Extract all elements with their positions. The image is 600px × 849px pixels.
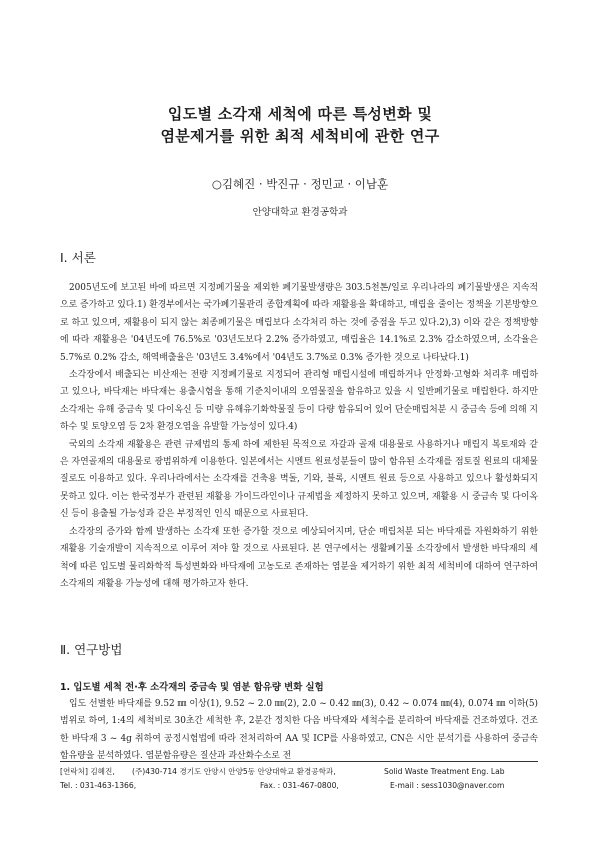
methods-paragraph: 입도 선별한 바닥재를 9.52 ㎜ 이상(1), 9.52 ~ 2.0 ㎜(2), 2.0 ~ 0.42 ㎜(3), 0.42 ~ 0.074 ㎜(4), 0.074 ㎜ 이하(5) 범위로 하여, 1:4의 세척비로 30초간 세척한 후, 2분간 정치한 다음 바닥재와 세척수를 분리하여 바닥재를 건조하였다. 건조한 바닥재 3 ~ 4g 취하여 공정시험법에 따라 전처리하여 AA 및 ICP를 사용하였고, CN은 시안 분석기를 사용하여 중금속 함유량을 분석하였다. 염분함유량은 질산과 과산화수소로 전 xyxy=(60,699,538,762)
footnote-divider xyxy=(60,761,538,762)
contact-address: (주)430-714 경기도 안양시 안양5동 안양대학교 환경공학과, xyxy=(132,767,336,776)
affiliation: 안양대학교 환경공학과 xyxy=(252,207,348,218)
contact-tel: Tel. : 031-463-1366, xyxy=(60,781,137,790)
intro-paragraph-3: 국외의 소각재 재활용은 관련 규제법의 통제 하에 제한된 목적으로 자갈과 골재 대용물로 사용하거나 매립지 복토재와 같은 자연골재의 대용물로 광범위하게 이용한다. 일본에서는 시멘트 원료성분들이 많이 함유된 소각재를 점토질 원료의 대체물질로도 이용하고 있다. 우리나라에서는 소각재를 건축용 벽돌, 기와, 블록, 시멘트 원료 등으로 사용하고 있으나 활성화되지 못하고 있다. 이는 한국정부가 관련된 재활용 가이드라인이나 규제법을 제정하지 못하고 있으며, 재활용 시 중금속 및 다이옥신 등이 용출될 가능성과 같은 부정적인 인식 때문으로 사료된다. xyxy=(60,439,538,520)
paper-title-line2: 염분제거를 위한 최적 세척비에 관한 연구 xyxy=(160,127,440,145)
intro-paragraph-4: 소각장의 증가와 함께 발생하는 소각재 또한 증가할 것으로 예상되어지며, 단순 매립처분 되는 바닥재를 자원화하기 위한 재활용 기술개발이 지속적으로 이루어 져야 할 것으로 사료된다. 본 연구에서는 생활폐기물 소각장에서 발생한 바닥재의 세척에 따른 입도별 물리화학적 특성변화와 바닥재에 고농도로 존재하는 염분을 제거하기 위한 최적 세척비에 대하여 연구하여 소각재의 재활용 가능성에 대해 평가하고자 한다. xyxy=(60,526,538,589)
footnote-row xyxy=(60,765,540,779)
contact-footnote xyxy=(60,765,540,793)
contact-fax: Fax. : 031-467-0800, xyxy=(260,781,339,790)
author-list: ○김혜진 · 박진규 · 정민교 · 이남훈 xyxy=(211,177,389,191)
intro-paragraph-2: 소각장에서 배출되는 비산재는 전량 지정폐기물로 지정되어 관리형 매립시설에 매립하거나 안정화·고형화 처리후 매립하고 있으나, 바닥재는 바닥재는 용출시험을 통해 기준치이내의 오염물질을 함유하고 있을 시 일반폐기물로 매립한다. 하지만 소각재는 유해 중금속 및 다이옥신 등 미량 유해유기화학물질 등이 다량 함유되어 있어 단순매립처분 시 중금속 등에 의해 지하수 및 토양오염 등 2차 환경오염을 유발할 가능성이 있다.4) xyxy=(60,370,538,433)
intro-paragraph-1: 2005년도에 보고된 바에 따르면 지정폐기물을 제외한 폐기물발생량은 303.5천톤/일로 우리나라의 폐기물발생은 지속적으로 증가하고 있다.1) 환경부에서는 국가폐기물관리 종합계획에 따라 재활용을 확대하고, 매립을 줄이는 정책을 기본방향으로 하고 있으며, 재활용이 되지 않는 최종폐기물은 매립보다 소각처리 하는 것에 중점을 두고 있다.2),3) 이와 같은 정책방향에 따라 재활용은 '04년도에 76.5%로 '03년도보다 2.2% 증가하였고, 매립율은 14.1%로 2.3% 감소하였으며, 소각율은 5.7%로 0.2% 감소, 해역배출율은 '03년도 3.4%에서 '04년도 3.7%로 0.3% 증가한 것으로 나타났다.1) xyxy=(60,283,538,363)
section-heading-introduction: Ⅰ. 서론 xyxy=(60,250,96,265)
section-heading-methods: Ⅱ. 연구방법 xyxy=(60,642,123,657)
contact-name: [연락처] 김혜진, xyxy=(60,767,115,776)
methods-subheading: 1. 입도별 세척 전·후 소각재의 중금속 및 염분 함유량 변화 실험 xyxy=(60,682,324,693)
introduction-body xyxy=(60,280,538,593)
contact-lab: Solid Waste Treatment Eng. Lab xyxy=(384,767,505,776)
methods-body xyxy=(60,680,538,766)
paper-title-line1: 입도별 소각재 세척에 따른 특성변화 및 xyxy=(167,105,433,123)
contact-email: E-mail : sess1030@naver.com xyxy=(390,781,505,790)
footnote-row xyxy=(60,779,540,793)
